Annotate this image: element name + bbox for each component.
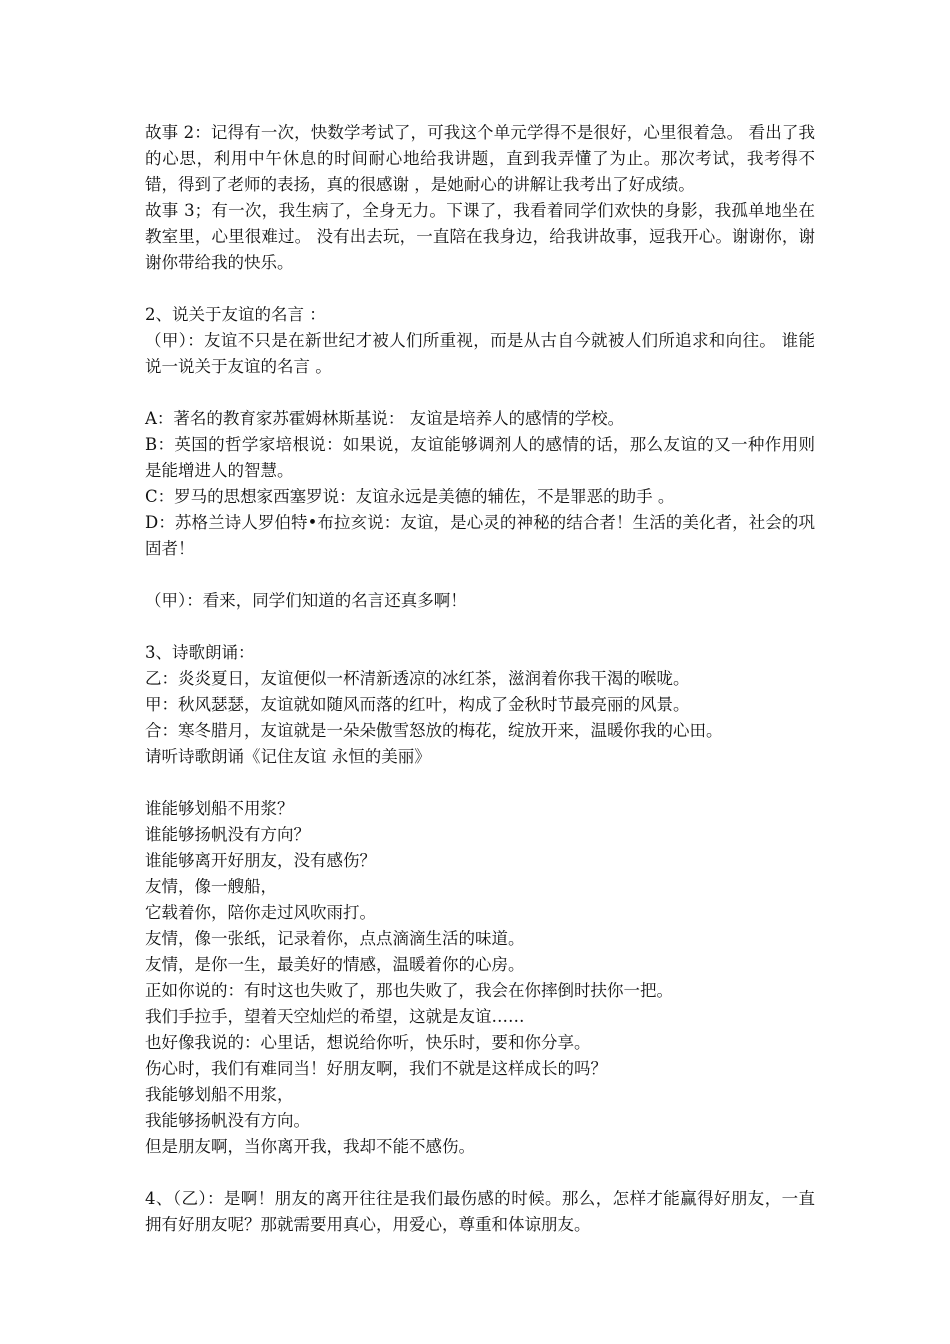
poem-line: 友情，像一张纸，记录着你，点点滴滴生活的味道。 bbox=[145, 929, 525, 948]
quote-c: C：罗马的思想家西塞罗说：友谊永远是美德的辅佐，不是罪恶的助手 。 bbox=[145, 487, 675, 506]
spacer bbox=[145, 1160, 815, 1186]
poem-line: 也好像我说的：心里话，想说给你听，快乐时，要和你分享。 bbox=[145, 1033, 591, 1052]
section-3-title: 3、诗歌朗诵： bbox=[145, 643, 255, 662]
section-3-he: 合：寒冬腊月，友谊就是一朵朵傲雪怒放的梅花，绽放开来，温暖你我的心田。 bbox=[145, 721, 723, 740]
spacer bbox=[145, 380, 815, 406]
section-2-title: 2、说关于友谊的名言 ： bbox=[145, 305, 326, 324]
poem-line: 谁能够划船不用浆？ bbox=[145, 799, 294, 818]
section-3-invite: 请听诗歌朗诵《记住友谊 永恒的美丽》 bbox=[145, 747, 431, 766]
quote-b: B：英国的哲学家培根说：如果说，友谊能够调剂人的感情的话，那么友谊的又一种作用则是能增进人的智慧。 bbox=[145, 435, 815, 480]
poem-line: 谁能够离开好朋友，没有感伤？ bbox=[145, 851, 376, 870]
poem-line: 我能够扬帆没有方向。 bbox=[145, 1111, 310, 1130]
poem-line: 友情，是你一生，最美好的情感，温暖着你的心房。 bbox=[145, 955, 525, 974]
section-4: 4、（乙）：是啊！朋友的离开往往是我们最伤感的时候。那么，怎样才能赢得好朋友，一直拥有好朋友呢？那就需要用真心，用爱心，尊重和体谅朋友。 bbox=[145, 1189, 815, 1234]
poem-line: 我们手拉手，望着天空灿烂的希望，这就是友谊…… bbox=[145, 1007, 525, 1026]
poem-line: 我能够划船不用浆， bbox=[145, 1085, 294, 1104]
poem-line: 伤心时，我们有难同当！好朋友啊，我们不就是这样成长的吗？ bbox=[145, 1059, 607, 1078]
section-2-intro: （甲）：友谊不只是在新世纪才被人们所重视，而是从古自今就被人们所追求和向往。 谁能说一说关于友谊的名言 。 bbox=[145, 331, 815, 376]
poem-line: 谁能够扬帆没有方向？ bbox=[145, 825, 310, 844]
section-3-yi: 乙：炎炎夏日，友谊便似一杯清新透凉的冰红茶，滋润着你我干渴的喉咙。 bbox=[145, 669, 690, 688]
quote-a: A：著名的教育家苏霍姆林斯基说： 友谊是培养人的感情的学校。 bbox=[145, 409, 625, 428]
poem-line: 但是朋友啊，当你离开我，我却不能不感伤。 bbox=[145, 1137, 475, 1156]
poem-line: 友情，像一艘船， bbox=[145, 877, 277, 896]
spacer bbox=[145, 276, 815, 302]
story-2: 故事 2：记得有一次，快数学考试了，可我这个单元学得不是很好，心里很着急。 看出了我的心思，利用中午休息的时间耐心地给我讲题，直到我弄懂了为止。那次考试，我考得不错，得到了老师的表扬，真的很感谢 ，是她耐心的讲解让我考出了好成绩。 bbox=[145, 123, 815, 194]
spacer bbox=[145, 614, 815, 640]
document-page bbox=[145, 120, 815, 1238]
quote-d: D：苏格兰诗人罗伯特•布拉亥说：友谊，是心灵的神秘的结合者！生活的美化者，社会的巩固者！ bbox=[145, 513, 815, 558]
poem-line: 正如你说的：有时这也失败了，那也失败了，我会在你摔倒时扶你一把。 bbox=[145, 981, 673, 1000]
story-3: 故事 3；有一次，我生病了，全身无力。下课了，我看着同学们欢快的身影，我孤单地坐在教室里，心里很难过。 没有出去玩，一直陪在我身边，给我讲故事，逗我开心。谢谢你，谢谢你带给我的快乐。 bbox=[145, 201, 815, 272]
section-2-outro: （甲）：看来，同学们知道的名言还真多啊！ bbox=[145, 591, 467, 610]
poem-line: 它载着你，陪你走过风吹雨打。 bbox=[145, 903, 376, 922]
spacer bbox=[145, 770, 815, 796]
spacer bbox=[145, 562, 815, 588]
section-3-jia: 甲：秋风瑟瑟，友谊就如随风而落的红叶，构成了金秋时节最亮丽的风景。 bbox=[145, 695, 690, 714]
